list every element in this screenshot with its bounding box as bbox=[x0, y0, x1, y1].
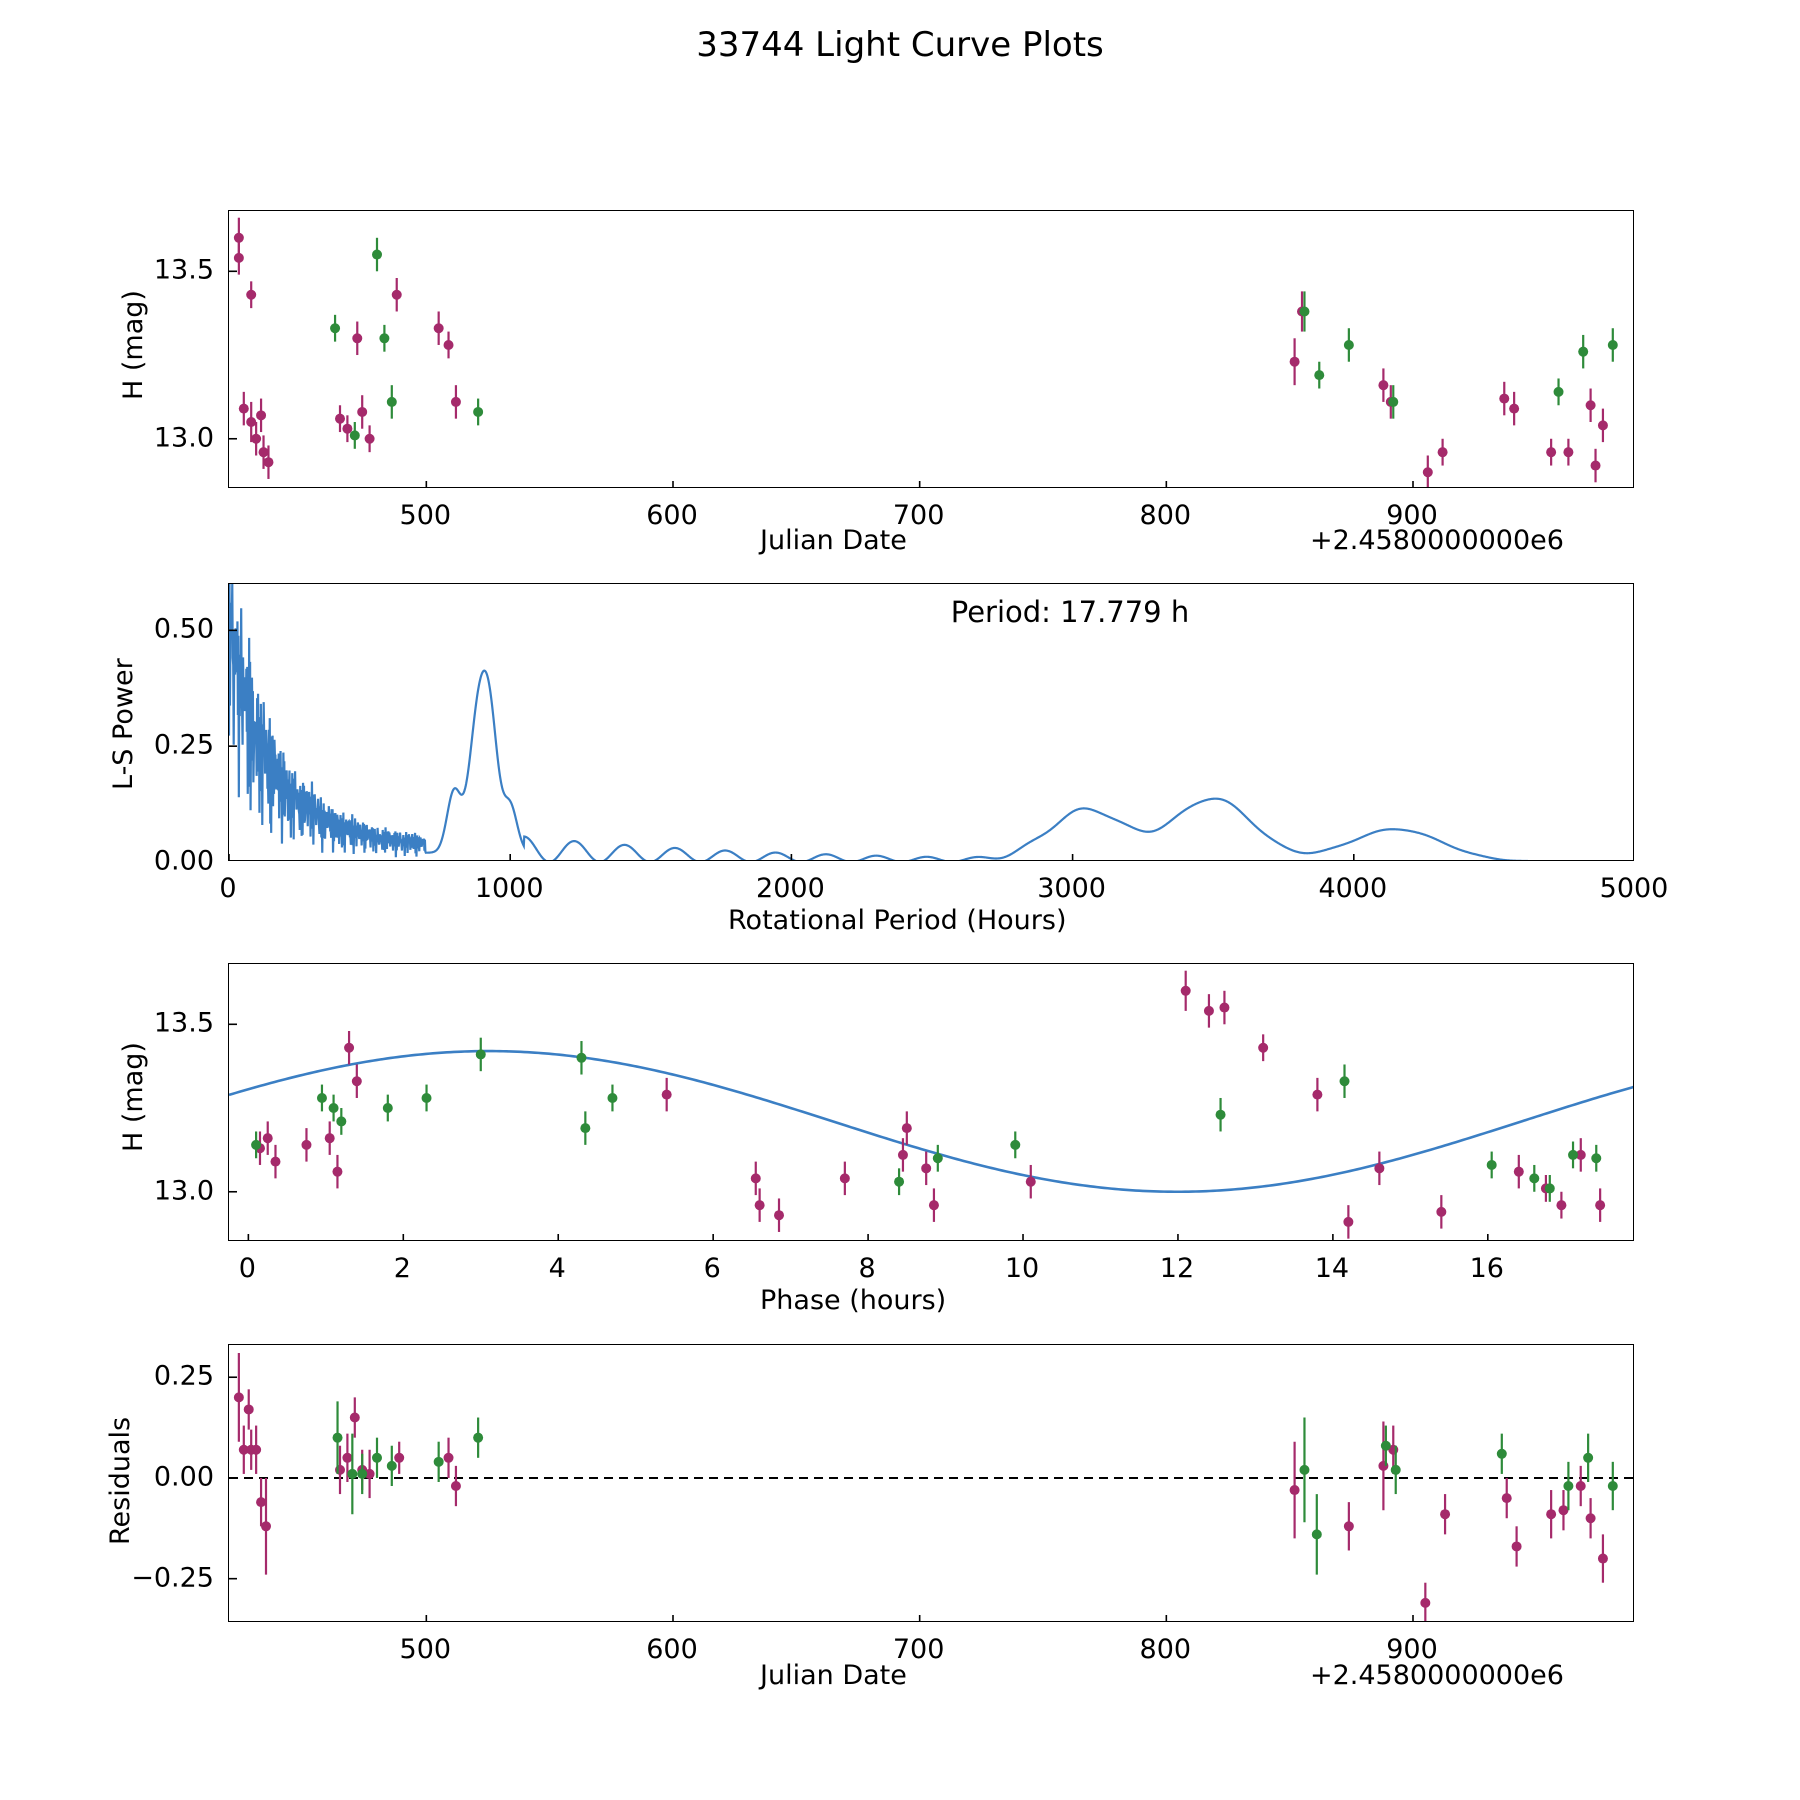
xlabel-periodogram: Rotational Period (Hours) bbox=[728, 905, 1067, 936]
axes-frame-lightcurve bbox=[228, 210, 1634, 488]
xtick-label: 16 bbox=[1469, 1253, 1504, 1284]
model-curve bbox=[229, 1051, 1634, 1192]
ytick-label: 13.5 bbox=[153, 1007, 214, 1039]
xtick-label: 900 bbox=[1386, 500, 1438, 531]
ytick-label: 13.0 bbox=[153, 1175, 214, 1207]
xtick-label: 0 bbox=[219, 873, 237, 904]
ytick-label: −0.25 bbox=[131, 1562, 214, 1594]
xtick-label: 8 bbox=[858, 1253, 876, 1284]
xtick-label: 3000 bbox=[1037, 873, 1106, 904]
xlabel-phase: Phase (hours) bbox=[760, 1285, 947, 1316]
xtick-label: 900 bbox=[1386, 1634, 1438, 1665]
ytick-label: 13.5 bbox=[153, 254, 214, 286]
ytick-label: 0.50 bbox=[153, 613, 214, 645]
tick-marks bbox=[229, 630, 1634, 861]
xtick-label: 500 bbox=[399, 1634, 452, 1665]
xtick-label: 600 bbox=[646, 1634, 698, 1665]
xtick-label: 700 bbox=[892, 500, 945, 531]
xtick-label: 4000 bbox=[1318, 873, 1388, 904]
panel-phase-folded bbox=[228, 963, 1634, 1241]
period-annotation: Period: 17.779 h bbox=[950, 595, 1190, 629]
ylabel-lightcurve: H (mag) bbox=[118, 290, 149, 400]
xtick-label: 14 bbox=[1314, 1253, 1350, 1284]
periodogram-trace bbox=[229, 584, 1634, 861]
xtick-label: 500 bbox=[399, 500, 452, 531]
ytick-label: 0.00 bbox=[153, 845, 214, 877]
ylabel-residuals: Residuals bbox=[105, 1416, 136, 1545]
ytick-label: 0.00 bbox=[153, 1461, 214, 1493]
data-series-series_a bbox=[234, 218, 1608, 488]
ylabel-periodogram: L-S Power bbox=[108, 658, 139, 790]
xlabel-lightcurve: Julian Date bbox=[760, 525, 907, 556]
xtick-label: 12 bbox=[1159, 1253, 1195, 1284]
xtick-label: 2 bbox=[393, 1253, 411, 1284]
ylabel-phase: H (mag) bbox=[118, 1042, 149, 1152]
xtick-label: 10 bbox=[1004, 1253, 1040, 1284]
axes-frame-periodogram bbox=[228, 583, 1634, 861]
data-series-series_b bbox=[330, 238, 1618, 449]
xtick-label: 4 bbox=[548, 1253, 566, 1284]
axes-frame-phase bbox=[228, 963, 1634, 1241]
xtick-label: 6 bbox=[703, 1253, 721, 1284]
ytick-label: 0.25 bbox=[153, 1360, 214, 1392]
xoffset-residuals: +2.4580000000e6 bbox=[1310, 1660, 1564, 1691]
xtick-label: 1000 bbox=[474, 873, 544, 904]
tick-marks bbox=[229, 1377, 1413, 1622]
axes-frame-residuals bbox=[228, 1344, 1634, 1622]
figure-title: 33744 Light Curve Plots bbox=[696, 25, 1104, 65]
xtick-label: 600 bbox=[646, 500, 698, 531]
panel-residuals bbox=[228, 1344, 1634, 1622]
xtick-label: 800 bbox=[1139, 500, 1192, 531]
panel-lightcurve bbox=[228, 210, 1634, 488]
xlabel-residuals: Julian Date bbox=[760, 1660, 907, 1691]
xtick-label: 800 bbox=[1139, 1634, 1192, 1665]
xtick-label: 5000 bbox=[1599, 873, 1669, 904]
panel-periodogram bbox=[228, 583, 1634, 861]
tick-marks bbox=[229, 1024, 1488, 1241]
xtick-label: 700 bbox=[892, 1634, 945, 1665]
ytick-label: 0.25 bbox=[153, 729, 214, 761]
xtick-label: 2000 bbox=[756, 873, 825, 904]
xtick-label: 0 bbox=[238, 1253, 256, 1284]
tick-marks bbox=[229, 271, 1413, 488]
data-series-series_b bbox=[333, 1401, 1618, 1574]
data-series-series_a bbox=[234, 1353, 1608, 1622]
data-series-series_a bbox=[255, 971, 1605, 1239]
ytick-label: 13.0 bbox=[153, 422, 214, 454]
xoffset-lightcurve: +2.4580000000e6 bbox=[1310, 525, 1564, 556]
